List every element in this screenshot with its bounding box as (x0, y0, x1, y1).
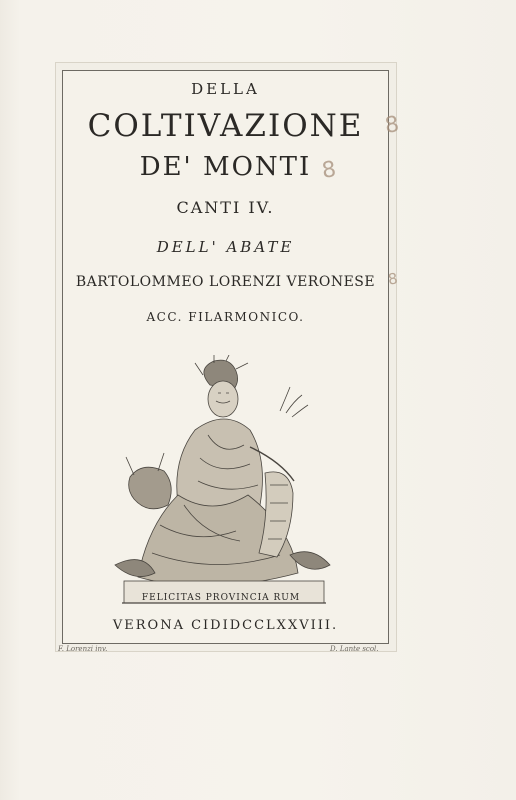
pencil-mark: 8 (320, 157, 338, 184)
title-line-coltivazione: COLTIVAZIONE (87, 108, 364, 144)
title-line-dell-abate: DELL' ABATE (156, 238, 295, 256)
author-name: BARTOLOMMEO LORENZI VERONESE (75, 274, 376, 290)
imprint: VERONA CIDIDCCLXXVIII. (112, 618, 339, 633)
pencil-mark: 8 (383, 112, 401, 139)
pencil-mark: 8 (386, 269, 399, 289)
engraver-credit-sculptor: D. Lante scol. (330, 645, 379, 653)
title-line-della: DELLA (191, 80, 260, 98)
title-line-de-monti: DE' MONTI (139, 152, 312, 182)
title-line-canti: CANTI IV. (176, 198, 275, 217)
vignette-caption: FELICITAS PROVINCIA RUM (141, 593, 301, 603)
engraver-credit-inventor: F. Lorenzi inv. (58, 645, 108, 653)
author-affiliation: ACC. FILARMONICO. (146, 310, 305, 324)
allegorical-figure-engraving (100, 355, 350, 615)
